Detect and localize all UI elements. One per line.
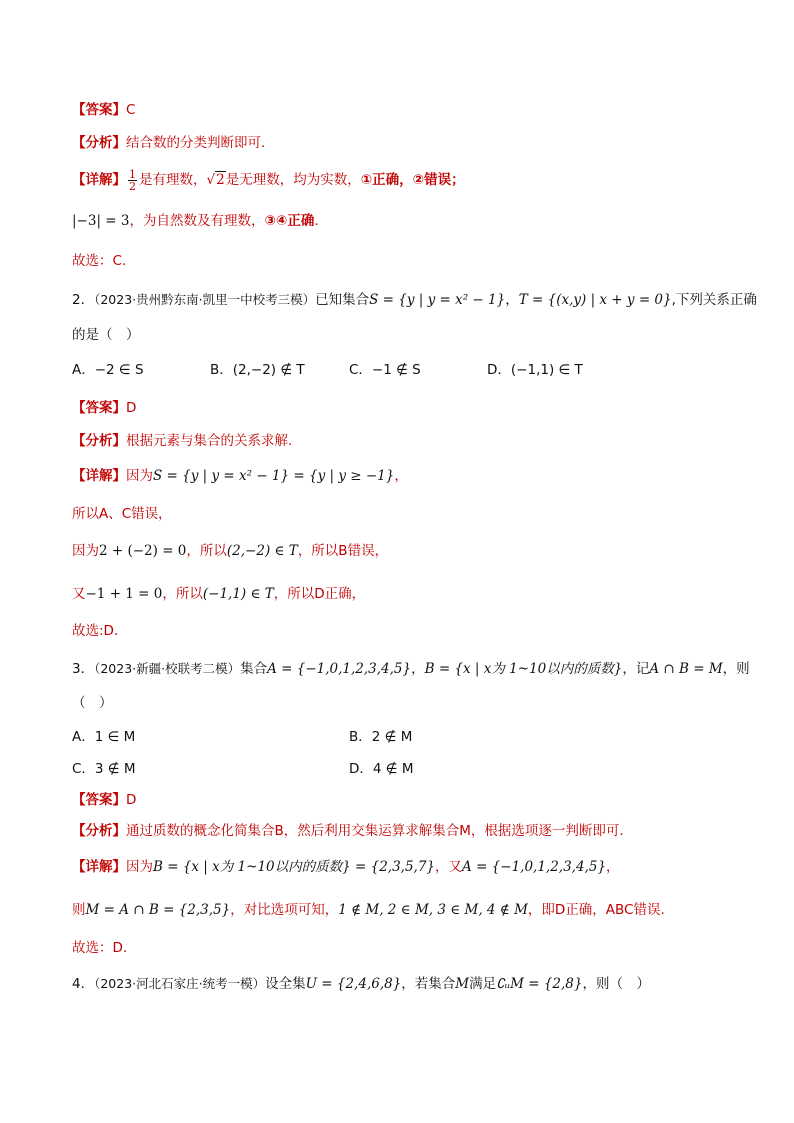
- q3-detail-line: [72, 857, 734, 877]
- detail-tag: 【详解】: [72, 859, 126, 875]
- analysis-text: 根据元素与集合的关系求解.: [126, 433, 293, 449]
- q3-option-c: C．3 ∉ M: [72, 761, 136, 777]
- q1-analysis-line: [72, 133, 734, 153]
- math-expression: S = {y | y = x² − 1} = {y | y ≥ −1}: [153, 468, 395, 484]
- question-number: 3．: [72, 661, 95, 677]
- detail-text: ，所以D正确，: [273, 586, 366, 602]
- math-set-u: U = {2,4,6,8}: [305, 976, 402, 992]
- math-expression: M = A ∩ B = {2,3,5}: [85, 902, 231, 918]
- q2-detail-line: [72, 466, 734, 486]
- q3-answer-line: [72, 790, 734, 810]
- q1-detail-line: [72, 166, 734, 194]
- detail-text: 则: [72, 902, 86, 918]
- punctuation: ，: [411, 661, 425, 677]
- detail-text: ，所以: [162, 586, 203, 602]
- detail-text: ，即D正确，ABC错误.: [527, 902, 665, 918]
- punctuation: .: [314, 213, 319, 229]
- math-relation: ∁ᵤM = {2,8}: [496, 976, 583, 992]
- q3-choice: 故选：D.: [72, 940, 128, 956]
- q3-option-a: A．1 ∈ M: [72, 729, 136, 745]
- q2-analysis-line: [72, 431, 734, 451]
- question-number: 4．: [72, 976, 95, 992]
- math-expression: −1 + 1 = 0: [85, 586, 163, 602]
- q2-stem: [72, 290, 757, 310]
- answer-tag: 【答案】: [72, 792, 126, 808]
- detail-text: 因为: [72, 543, 99, 559]
- stem-text: ，则（ ）: [582, 976, 650, 992]
- stem-text: 设全集: [265, 976, 306, 992]
- detail-text: ，所以: [186, 543, 227, 559]
- detail-conclusion: ③④正确: [264, 213, 315, 229]
- q3-stem: [72, 659, 750, 679]
- q2-option-d: D．(−1,1) ∈ T: [487, 362, 583, 378]
- stem-text: ,下列关系正确: [671, 292, 757, 308]
- question-number: 2．: [72, 292, 95, 308]
- stem-text: 已知集合: [315, 292, 370, 308]
- question-source: （2023·河北石家庄·统考一模）: [94, 976, 266, 991]
- q4-stem: [72, 974, 734, 994]
- answer-value: D: [126, 400, 137, 416]
- detail-text: ，为自然数及有理数，: [129, 213, 265, 229]
- q2-option-c: C．−1 ∉ S: [349, 362, 421, 378]
- analysis-tag: 【分析】: [72, 433, 126, 449]
- math-var-m: M: [455, 976, 470, 992]
- detail-text: 因为: [126, 468, 153, 484]
- q2-detail-line-2: 所以A、C错误，: [72, 506, 172, 522]
- detail-tag: 【详解】: [72, 468, 126, 484]
- analysis-text: 结合数的分类判断即可.: [126, 135, 266, 151]
- analysis-text: 通过质数的概念化简集合B，然后利用交集运算求解集合M，根据选项逐一判断即可.: [126, 823, 624, 839]
- detail-conclusion: ①正确，②错误；: [360, 172, 465, 188]
- detail-text: 又: [72, 586, 86, 602]
- math-expression: (−1,1) ∈ T: [202, 586, 274, 602]
- math-set-t: T = {(x,y) | x + y = 0}: [518, 292, 672, 308]
- q2-detail-line-4: [72, 584, 734, 604]
- q2-option-a: A．−2 ∈ S: [72, 362, 144, 378]
- math-set-s: S = {y | y = x² − 1}: [369, 292, 506, 308]
- math-expression: A = {−1,0,1,2,3,4,5}: [462, 859, 607, 875]
- punctuation: ，: [606, 859, 620, 875]
- detail-text: ，又: [435, 859, 463, 875]
- detail-text: 是有理数，: [139, 172, 207, 188]
- sqrt-two: √2: [206, 172, 225, 188]
- stem-text: 满足: [469, 976, 497, 992]
- math-expression: (2,−2) ∈ T: [226, 543, 298, 559]
- detail-text: 因为: [126, 859, 153, 875]
- answer-tag: 【答案】: [72, 102, 126, 118]
- detail-text: ，所以B错误，: [297, 543, 389, 559]
- punctuation: ，: [505, 292, 519, 308]
- q3-paren: （ ）: [72, 695, 113, 711]
- q2-stem-2: 的是（ ）: [72, 327, 140, 343]
- detail-tag: 【详解】: [72, 172, 126, 188]
- math-expression: B = {x | x为 1~10以内的质数} = {2,3,5,7}: [153, 859, 436, 875]
- punctuation: ，: [394, 468, 408, 484]
- q1-choice: 故选：C.: [72, 253, 127, 269]
- q3-option-d: D．4 ∉ M: [349, 761, 414, 777]
- stem-text: 集合: [240, 661, 268, 677]
- q2-choice: 故选:D．: [72, 623, 128, 639]
- analysis-tag: 【分析】: [72, 823, 126, 839]
- answer-value: C: [126, 102, 136, 118]
- math-expression: |−3| = 3: [72, 213, 130, 229]
- math-relation: A ∩ B = M: [649, 661, 723, 677]
- q2-answer-line: [72, 398, 734, 418]
- stem-text: ，若集合: [401, 976, 456, 992]
- math-set-a: A = {−1,0,1,2,3,4,5}: [267, 661, 412, 677]
- analysis-tag: 【分析】: [72, 135, 126, 151]
- q2-option-b: B．(2,−2) ∉ T: [210, 362, 305, 378]
- question-source: （2023·新疆·校联考二模）: [94, 661, 241, 676]
- detail-text: 是无理数，均为实数，: [225, 172, 361, 188]
- q3-detail-line-2: [72, 900, 734, 920]
- q1-answer-line: [72, 100, 734, 120]
- math-expression: 1 ∉ M, 2 ∈ M, 3 ∈ M, 4 ∉ M: [338, 902, 528, 918]
- q2-detail-line-3: [72, 541, 734, 561]
- answer-value: D: [126, 792, 137, 808]
- q3-analysis-line: [72, 821, 734, 841]
- math-expression: 2 + (−2) = 0: [99, 543, 187, 559]
- fraction-one-half: $\frac{1}{2}$: [129, 167, 136, 193]
- q3-option-b: B．2 ∉ M: [349, 729, 413, 745]
- q1-detail-line-2: [72, 211, 734, 231]
- answer-tag: 【答案】: [72, 400, 126, 416]
- detail-text: ，对比选项可知，: [230, 902, 339, 918]
- stem-text: ，记: [622, 661, 650, 677]
- question-source: （2023·贵州黔东南·凯里一中校考三模）: [94, 292, 316, 307]
- math-set-b: B = {x | x为 1~10以内的质数}: [424, 661, 623, 677]
- stem-text: ，则: [722, 661, 750, 677]
